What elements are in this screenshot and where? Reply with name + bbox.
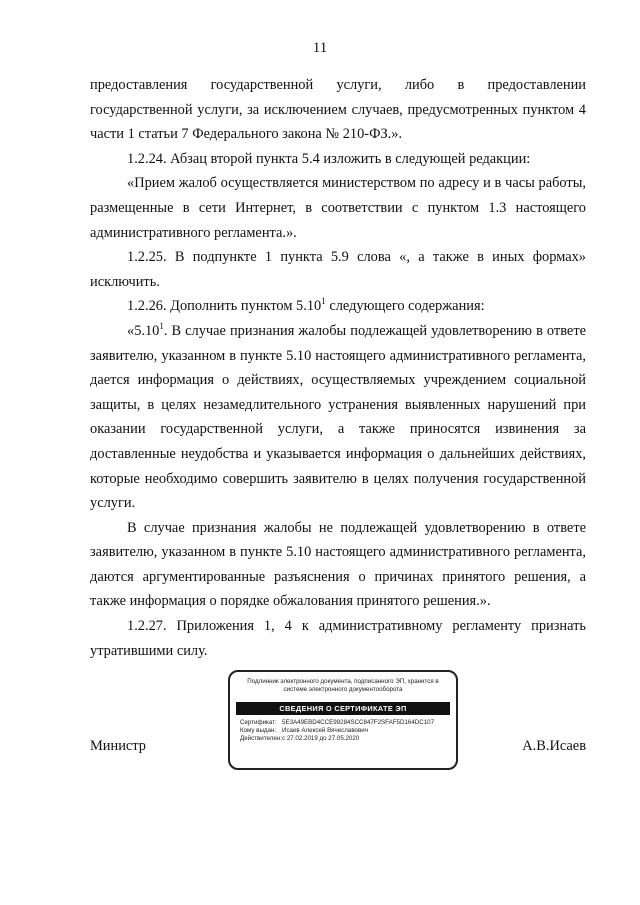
paragraph-5-10-1-start: «5.10 [127, 322, 160, 339]
stamp-cert-label: Сертификат: [240, 719, 277, 726]
paragraph-1-2-27: 1.2.27. Приложения 1, 4 к административному регламенту признать утратившими силу. [90, 618, 586, 659]
paragraph-5-10-1 [90, 319, 586, 516]
paragraph-1-2-26-text: 1.2.26. Дополнить пунктом 5.10 [127, 298, 322, 315]
signer-name: А.В.Исаев [522, 738, 586, 754]
page-number: 11 [312, 40, 328, 56]
superscript: 1 [321, 296, 326, 307]
paragraph-1-2-26 [90, 294, 586, 319]
stamp-row-certificate [240, 719, 456, 727]
paragraph-rejection: В случае признания жалобы не подлежащей удовлетворению в ответе заявителю, указанном в пункте 5.10 настоящего административного регламента, даются аргументированные разъяснения о причинах принятого решения, а также информация о порядке обжалования принятого решения.». [90, 519, 586, 610]
paragraph-5-10-1-text: . В случае признания жалобы подлежащей удовлетворению в ответе заявителю, указанном в пункте 5.10 настоящего административного регламента, дается информация о действиях, осуществляемых учреждением социальной защиты, в целях незамедлительного устранения выявленных нарушений при оказании государственной услуги, а также приносятся извинения за доставленные неудобства и указывается информация о дальнейших действиях, которые необходимо совершить заявителю в целях получения государственной услуги. [90, 322, 586, 512]
stamp-cert-value: 5E3A49EBD4CCE99284SCC847F2SFAF5D164DC107 [282, 719, 435, 726]
stamp-valid-label: Действителен: [240, 735, 282, 742]
paragraph-1-2-25: 1.2.25. В подпункте 1 пункта 5.9 слова «, а также в иных формах» исключить. [90, 249, 586, 290]
paragraph-1-2-26-text-end: следующего содержания: [325, 298, 485, 315]
superscript: 1 [159, 320, 164, 331]
stamp-owner-label: Кому выдан: [240, 727, 277, 734]
stamp-row-validity [240, 735, 456, 743]
signer-position: Министр [90, 738, 146, 754]
paragraph-continuation: предоставления государственной услуги, либо в предоставлении государственной услуги, за исключением случаев, предусмотренных пунктом 4 части 1 статьи 7 Федерального закона № 210-ФЗ.». [90, 77, 586, 143]
stamp-valid-value: с 27.02.2019 до 27.05.2020 [282, 735, 360, 742]
stamp-details [240, 719, 456, 743]
stamp-owner-value: Исаев Алексей Вячеславович [282, 727, 368, 734]
paragraph-1-2-24: 1.2.24. Абзац второй пункта 5.4 изложить в следующей редакции: [127, 150, 531, 167]
electronic-signature-stamp [228, 670, 458, 770]
stamp-row-owner [240, 727, 456, 735]
stamp-note: Подлинник электронного документа, подписанного ЭП, хранится в системе электронного документооборота [247, 678, 439, 693]
document-body [90, 73, 586, 663]
paragraph-quote-5-4: «Прием жалоб осуществляется министерством по адресу и в часы работы, размещенные в сети Интернет, в соответствии с пунктом 1.3 настоящего административного регламента.». [90, 175, 586, 241]
stamp-title: СВЕДЕНИЯ О СЕРТИФИКАТЕ ЭП [236, 702, 450, 715]
